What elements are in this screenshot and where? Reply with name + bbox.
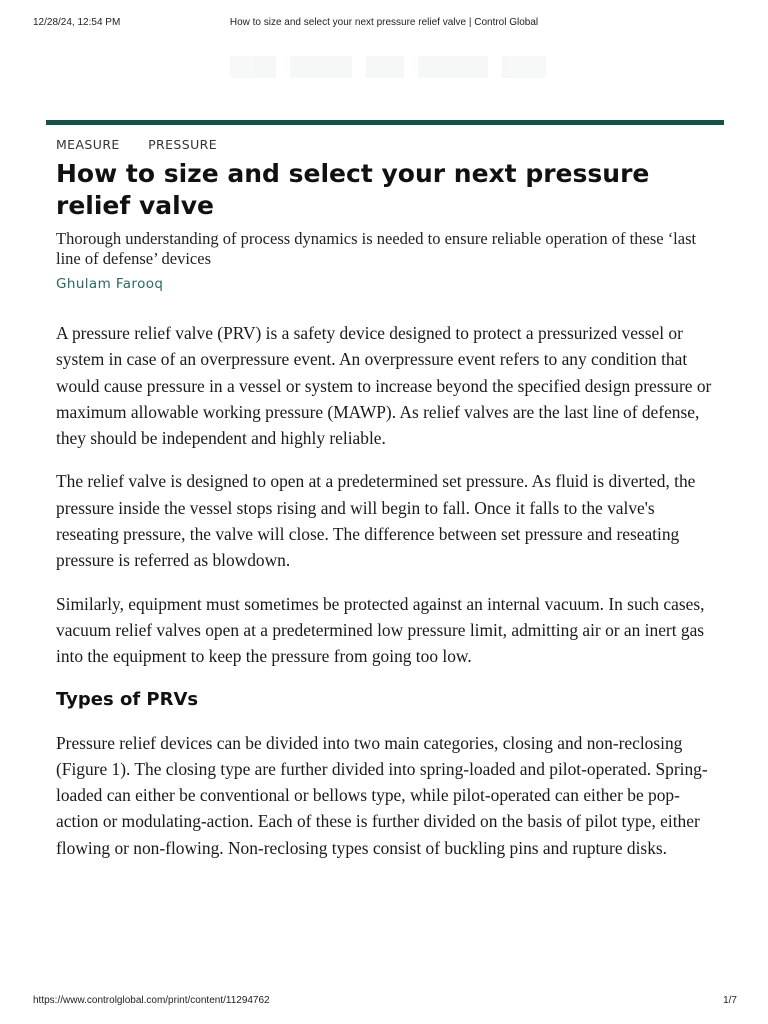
page-number: 1/7 xyxy=(723,995,737,1006)
article-body xyxy=(56,320,718,878)
print-header xyxy=(0,17,768,31)
body-paragraph: Pressure relief devices can be divided into two main categories, closing and non-reclosing (Figure 1). The closing type are further divided into spring-loaded and pilot-operated. Spring-loaded can either be conventional or bellows type, while pilot-operated can either be pop-action or modulating-action. Each of these is further divided on the basis of pilot type, either flowing or non-flowing. Non-reclosing types consist of buckling pins and rupture disks. xyxy=(56,732,708,858)
article-title: How to size and select your next pressure relief valve xyxy=(56,159,650,220)
site-logo-faint xyxy=(230,52,550,82)
print-footer xyxy=(0,995,768,1009)
article-tags xyxy=(56,137,241,152)
body-paragraph: Similarly, equipment must sometimes be protected against an internal vacuum. In such cases, vacuum relief valves open at a predetermined low pressure limit, admitting air or an inert gas into the equipment to keep the pressure from going too low. xyxy=(56,593,705,667)
tag-pressure[interactable]: PRESSURE xyxy=(148,137,218,152)
author-link[interactable]: Ghulam Farooq xyxy=(56,276,164,292)
body-paragraph: The relief valve is designed to open at a predetermined set pressure. As fluid is diverted, the pressure inside the vessel stops rising and will begin to fall. Once it falls to the valve's reseating pressure, the valve will close. The difference between set pressure and reseating pressure is referred as blowdown. xyxy=(56,471,696,571)
print-page-title: How to size and select your next pressure relief valve | Control Global xyxy=(229,17,539,28)
print-url: https://www.controlglobal.com/print/content/11294762 xyxy=(33,995,270,1006)
body-paragraph: A pressure relief valve (PRV) is a safety device designed to protect a pressurized vessel or system in case of an overpressure event. An overpressure event refers to any condition that would cause pressure in a vessel or system to increase beyond the specified design pressure or maximum allowable working pressure (MAWP). As relief valves are the last line of defense, they should be independent and highly reliable. xyxy=(56,323,712,449)
print-datetime: 12/28/24, 12:54 PM xyxy=(33,17,121,28)
header-accent-rule xyxy=(46,120,724,125)
tag-measure[interactable]: MEASURE xyxy=(56,137,120,152)
article-subtitle: Thorough understanding of process dynamics is needed to ensure reliable operation of these ‘last line of defense’ devices xyxy=(56,229,697,268)
section-heading: Types of PRVs xyxy=(56,688,199,710)
